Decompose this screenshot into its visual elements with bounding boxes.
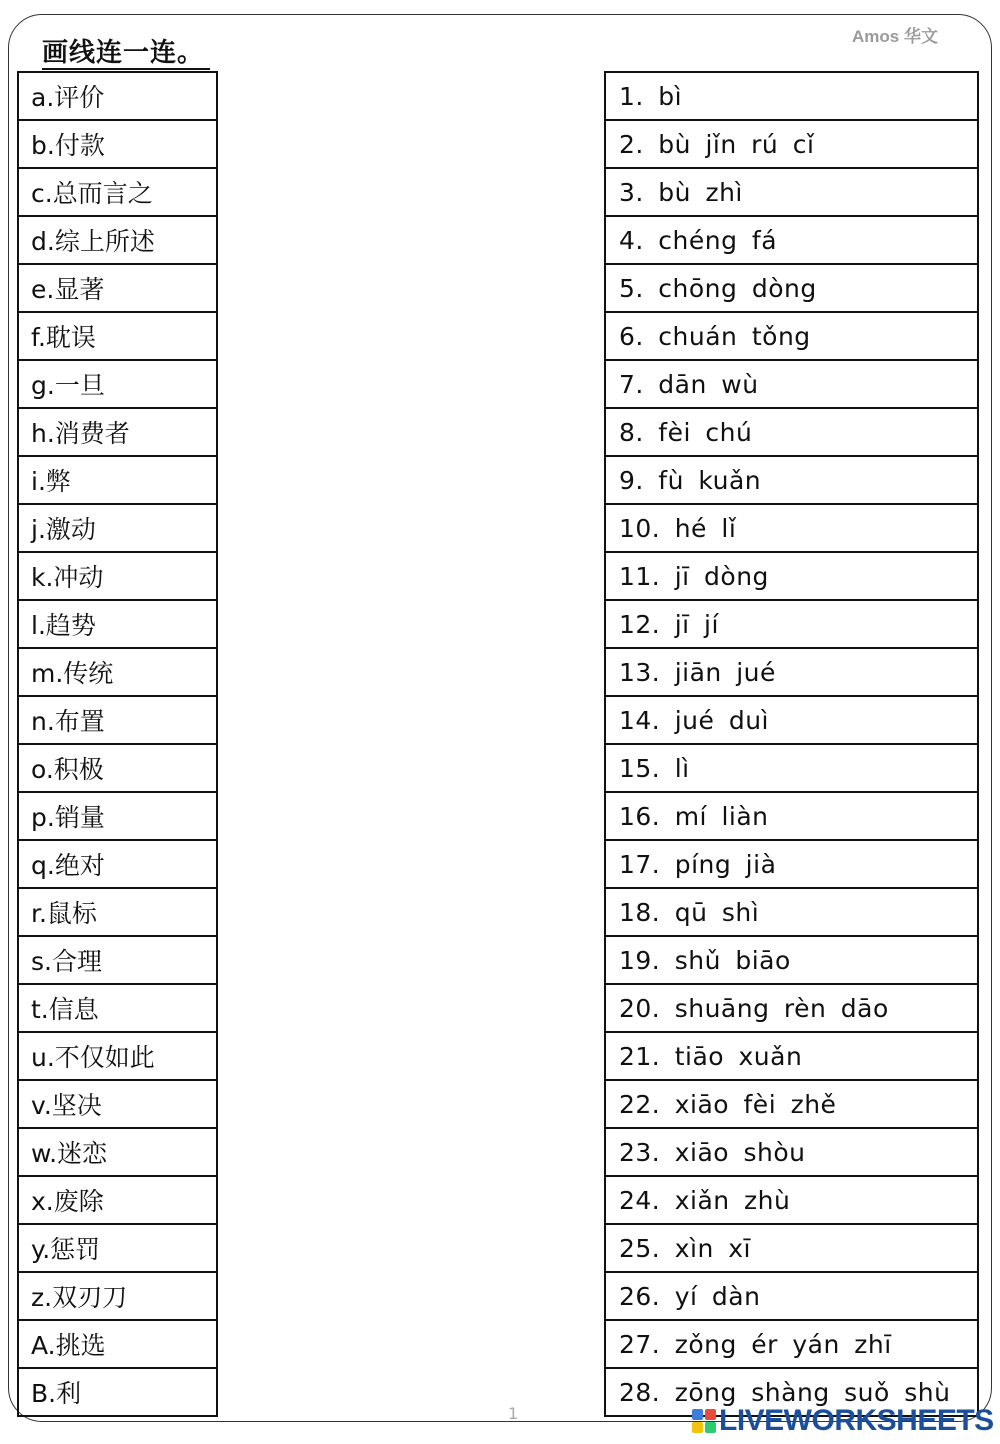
word-cell[interactable]: j.激动 — [19, 505, 216, 553]
word-cell[interactable]: q.绝对 — [19, 841, 216, 889]
pinyin-cell[interactable]: 26. yí dàn — [606, 1273, 977, 1321]
pinyin-cell[interactable]: 10. hé lǐ — [606, 505, 977, 553]
word-cell[interactable]: k.冲动 — [19, 553, 216, 601]
word-cell[interactable]: e.显著 — [19, 265, 216, 313]
pinyin-cell[interactable]: 15. lì — [606, 745, 977, 793]
pinyin-cell[interactable]: 5. chōng dòng — [606, 265, 977, 313]
pinyin-cell[interactable]: 9. fù kuǎn — [606, 457, 977, 505]
logo-grid-icon — [692, 1409, 716, 1433]
pinyin-cell[interactable]: 20. shuāng rèn dāo — [606, 985, 977, 1033]
word-cell[interactable]: h.消费者 — [19, 409, 216, 457]
pinyin-cell[interactable]: 21. tiāo xuǎn — [606, 1033, 977, 1081]
worksheet-title: 画线连一连。 — [42, 38, 210, 70]
word-cell[interactable]: p.销量 — [19, 793, 216, 841]
word-cell[interactable]: i.弊 — [19, 457, 216, 505]
word-cell[interactable]: o.积极 — [19, 745, 216, 793]
pinyin-cell[interactable]: 14. jué duì — [606, 697, 977, 745]
word-cell[interactable]: r.鼠标 — [19, 889, 216, 937]
page-number: 1 — [508, 1404, 519, 1423]
word-cell[interactable]: c.总而言之 — [19, 169, 216, 217]
pinyin-cell[interactable]: 16. mí liàn — [606, 793, 977, 841]
word-cell[interactable]: u.不仅如此 — [19, 1033, 216, 1081]
pinyin-cell[interactable]: 28. zōng shàng suǒ shù — [606, 1369, 977, 1417]
word-cell[interactable]: l.趋势 — [19, 601, 216, 649]
pinyin-cell[interactable]: 27. zǒng ér yán zhī — [606, 1321, 977, 1369]
author-watermark: Amos 华文 — [852, 27, 938, 46]
word-cell[interactable]: w.迷恋 — [19, 1129, 216, 1177]
liveworksheets-logo — [692, 1404, 994, 1438]
word-cell[interactable]: g.一旦 — [19, 361, 216, 409]
pinyin-cell[interactable]: 4. chéng fá — [606, 217, 977, 265]
word-cell[interactable]: B.利 — [19, 1369, 216, 1417]
pinyin-cell[interactable]: 12. jī jí — [606, 601, 977, 649]
word-cell[interactable]: z.双刃刀 — [19, 1273, 216, 1321]
word-column — [17, 71, 218, 1417]
word-cell[interactable]: t.信息 — [19, 985, 216, 1033]
word-cell[interactable]: f.耽误 — [19, 313, 216, 361]
word-cell[interactable]: A.挑选 — [19, 1321, 216, 1369]
word-cell[interactable]: d.综上所述 — [19, 217, 216, 265]
pinyin-column — [604, 71, 979, 1417]
pinyin-cell[interactable]: 3. bù zhì — [606, 169, 977, 217]
word-cell[interactable]: x.废除 — [19, 1177, 216, 1225]
word-cell[interactable]: a.评价 — [19, 73, 216, 121]
pinyin-cell[interactable]: 22. xiāo fèi zhě — [606, 1081, 977, 1129]
pinyin-cell[interactable]: 18. qū shì — [606, 889, 977, 937]
word-cell[interactable]: v.坚决 — [19, 1081, 216, 1129]
pinyin-cell[interactable]: 17. píng jià — [606, 841, 977, 889]
pinyin-cell[interactable]: 23. xiāo shòu — [606, 1129, 977, 1177]
pinyin-cell[interactable]: 2. bù jǐn rú cǐ — [606, 121, 977, 169]
pinyin-cell[interactable]: 25. xìn xī — [606, 1225, 977, 1273]
logo-text: LIVEWORKSHEETS — [719, 1404, 994, 1437]
word-cell[interactable]: b.付款 — [19, 121, 216, 169]
word-cell[interactable]: y.惩罚 — [19, 1225, 216, 1273]
pinyin-cell[interactable]: 1. bì — [606, 73, 977, 121]
pinyin-cell[interactable]: 6. chuán tǒng — [606, 313, 977, 361]
pinyin-cell[interactable]: 8. fèi chú — [606, 409, 977, 457]
pinyin-cell[interactable]: 19. shǔ biāo — [606, 937, 977, 985]
pinyin-cell[interactable]: 24. xiǎn zhù — [606, 1177, 977, 1225]
pinyin-cell[interactable]: 11. jī dòng — [606, 553, 977, 601]
word-cell[interactable]: s.合理 — [19, 937, 216, 985]
pinyin-cell[interactable]: 13. jiān jué — [606, 649, 977, 697]
pinyin-cell[interactable]: 7. dān wù — [606, 361, 977, 409]
word-cell[interactable]: n.布置 — [19, 697, 216, 745]
word-cell[interactable]: m.传统 — [19, 649, 216, 697]
